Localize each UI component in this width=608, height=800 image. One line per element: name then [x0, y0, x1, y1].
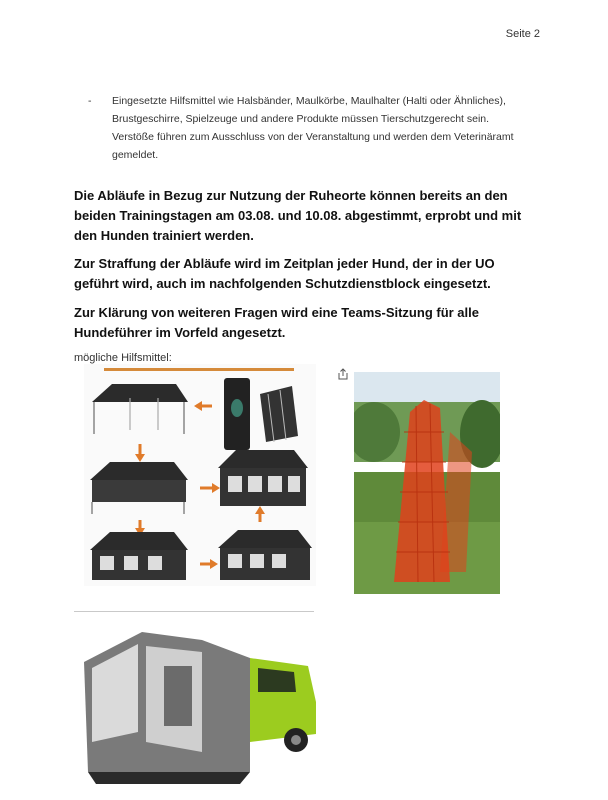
bullet-item — [88, 92, 528, 164]
paragraph-teams-meeting: Zur Klärung von weiteren Fragen wird eine Teams-Sitzung für alle Hundeführer im Vorfeld angesetzt. — [74, 305, 479, 340]
paragraph-schedule: Zur Straffung der Abläufe wird im Zeitplan jeder Hund, der in der UO geführt wird, auch im nachfolgenden Schutzdienstblock eingesetzt. — [74, 256, 495, 291]
car-tent-image — [82, 622, 318, 786]
image-divider — [74, 611, 314, 612]
page-number: Seite 2 — [505, 28, 540, 40]
paragraph-training: Die Abläufe in Bezug zur Nutzung der Ruheorte können bereits an den beiden Trainingstagen am 03.08. und 10.08. abgestimmt, erprobt und mit den Hunden trainiert werden. — [74, 188, 522, 243]
caption-tools: mögliche Hilfsmittel: — [74, 352, 172, 364]
bullet-text: Eingesetzte Hilfsmittel wie Halsbänder, Maulkörbe, Maulhalter (Halti oder Ähnliches), Brustgeschirre, Spielzeuge und andere Produkte müssen Tierschutzgerecht sein. Verstöße führen zum Ausschluss von der Veranstaltung und werden dem Veterinäramt gemeldet. — [112, 95, 514, 161]
bullet-marker: - — [88, 95, 92, 107]
tent-assembly-image — [84, 364, 316, 586]
share-icon[interactable] — [338, 368, 348, 380]
orange-fence-image — [354, 372, 500, 594]
